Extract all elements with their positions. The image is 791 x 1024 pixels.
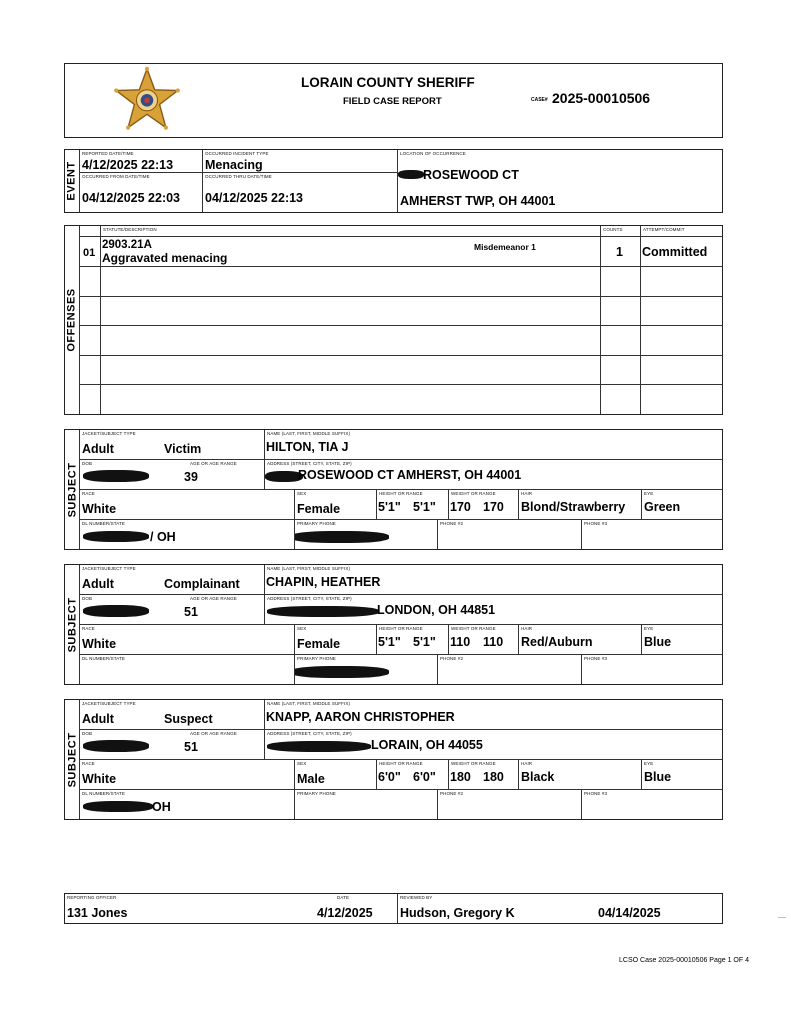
reviewed-by-cell: REVIEWED BY Hudson, Gregory K 04/14/2025	[400, 895, 661, 920]
occurred-thru: 04/12/2025 22:13	[205, 191, 304, 205]
offense-row-num: 01	[83, 247, 96, 259]
offense-empty-row	[80, 297, 101, 326]
offense-empty-row	[601, 385, 641, 414]
subject-dl-state: OH	[152, 800, 171, 814]
subject-name: HILTON, TIA J	[266, 440, 349, 454]
subject-height-high: 5'1"	[413, 635, 436, 649]
hair-cell: HAIR Black	[519, 760, 642, 790]
subject-race: White	[82, 637, 117, 651]
subject-type: Complainant	[164, 577, 240, 591]
subject-section-2	[64, 564, 723, 685]
event-section	[64, 149, 723, 213]
offense-statute-cell	[101, 237, 601, 267]
eye-cell: EYE Blue	[642, 625, 722, 655]
subject-side-label: SUBJECT	[65, 565, 80, 684]
offense-empty-row	[101, 297, 601, 326]
subject-age: 51	[184, 740, 198, 754]
sex-cell: SEX Female	[295, 490, 377, 520]
subject-race: White	[82, 772, 117, 786]
subject-name: KNAPP, AARON CHRISTOPHER	[266, 710, 455, 724]
redaction-mark	[295, 666, 389, 678]
dl-cell: DL NUMBER/STATE	[80, 655, 295, 684]
subject-weight-high: 170	[483, 500, 504, 514]
phone3-cell: PHONE #3	[584, 791, 608, 796]
form-name: FIELD CASE REPORT	[343, 96, 442, 107]
offense-empty-row	[80, 326, 101, 356]
weight-cell: WEIGHT OR RANGE 180 180	[449, 760, 519, 790]
event-side-label: EVENT	[65, 150, 80, 212]
subject-type: Victim	[164, 442, 202, 456]
offense-empty-row	[641, 356, 722, 385]
redaction-mark	[267, 606, 379, 617]
height-cell: HEIGHT OR RANGE 6'0" 6'0"	[377, 760, 449, 790]
incident-type: Menacing	[205, 158, 263, 172]
phone2-cell: PHONE #2	[438, 790, 582, 819]
reporting-officer: 131 Jones	[67, 906, 128, 920]
primary-phone-cell: PRIMARY PHONE	[295, 655, 438, 684]
subject-weight-low: 110	[450, 635, 471, 649]
subject-address: LORAIN, OH 44055	[371, 738, 483, 752]
subject-jacket: Adult	[82, 577, 114, 591]
dl-cell: DL NUMBER/STATE OH	[80, 790, 295, 819]
offense-row-num-cell	[80, 237, 101, 267]
subject-hair: Black	[521, 770, 555, 784]
review-date: 04/14/2025	[598, 906, 661, 920]
reported-datetime: 4/12/2025 22:13	[82, 158, 174, 172]
occurred-thru-cell: OCCURRED THRU DATE/TIME 04/12/2025 22:13	[203, 173, 398, 212]
hair-cell: HAIR Red/Auburn	[519, 625, 642, 655]
phone3-cell: PHONE #3	[584, 521, 608, 526]
subject-name-cell: NAME (LAST, FIRST, MIDDLE SUFFIX) KNAPP, AARON CHRISTOPHER	[265, 700, 722, 730]
subject-height-high: 5'1"	[413, 500, 436, 514]
subject-address: ROSEWOOD CT AMHERST, OH 44001	[298, 468, 522, 482]
redaction-mark	[83, 801, 153, 812]
redaction-mark	[295, 531, 389, 543]
offense-empty-row	[101, 267, 601, 297]
jacket-type-cell: JACKET/SUBJECT TYPE Adult Suspect	[80, 700, 265, 730]
offense-empty-row	[641, 297, 722, 326]
subject-address: LONDON, OH 44851	[377, 603, 496, 617]
attempt-header: ATTEMPT/COMMIT	[641, 226, 722, 237]
incident-type-cell: OCCURRED INCIDENT TYPE Menacing	[203, 150, 398, 173]
primary-phone-cell: PRIMARY PHONE	[295, 790, 438, 819]
offense-counts-cell	[601, 237, 641, 267]
redaction-mark	[398, 170, 424, 179]
subject-eye: Blue	[644, 635, 672, 649]
offense-empty-row	[80, 267, 101, 297]
race-cell: RACE White	[80, 760, 295, 790]
eye-cell: EYE Blue	[642, 760, 722, 790]
offenses-side-label: OFFENSES	[65, 226, 80, 414]
report-header	[64, 63, 723, 138]
subject-dl-state: / OH	[150, 530, 176, 544]
subject-name-cell: NAME (LAST, FIRST, MIDDLE SUFFIX) CHAPIN, HEATHER	[265, 565, 722, 595]
subject-section-1	[64, 429, 723, 550]
dob-cell: DOB AGE OR AGE RANGE 51	[80, 595, 265, 625]
location-cell: LOCATION OF OCCURRENCE ROSEWOOD CT AMHERST TWP, OH 44001	[400, 151, 556, 208]
occurred-from: 04/12/2025 22:03	[82, 191, 181, 205]
subject-age: 51	[184, 605, 198, 619]
race-cell: RACE White	[80, 625, 295, 655]
sheriff-star-badge-icon	[111, 66, 183, 136]
phone2-cell: PHONE #2	[438, 655, 582, 684]
scan-mark	[778, 917, 786, 918]
agency-title: LORAIN COUNTY SHERIFF	[301, 75, 475, 90]
subject-hair: Blond/Strawberry	[521, 500, 626, 514]
statute-header: STATUTE/DESCRIPTION	[101, 226, 601, 237]
phone2-cell: PHONE #2	[438, 520, 582, 549]
hair-cell: HAIR Blond/Strawberry	[519, 490, 642, 520]
counts-header: COUNTS	[601, 226, 641, 237]
subject-jacket: Adult	[82, 712, 114, 726]
reviewed-by: Hudson, Gregory K	[400, 906, 515, 920]
dob-cell: DOB AGE OR AGE RANGE 39	[80, 460, 265, 490]
address-cell: ADDRESS (STREET, CITY, STATE, ZIP) LORAIN, OH 44055	[265, 730, 722, 760]
page-footer: LCSO Case 2025-00010506 Page 1 OF 4	[619, 957, 749, 964]
offense-empty-row	[101, 356, 601, 385]
subject-weight-low: 170	[450, 500, 471, 514]
redaction-mark	[267, 741, 371, 752]
report-date: 4/12/2025	[317, 906, 373, 920]
subject-height-low: 5'1"	[378, 635, 401, 649]
offenses-section	[64, 225, 723, 415]
sex-cell: SEX Female	[295, 625, 377, 655]
offense-attempt-cell	[641, 237, 722, 267]
offense-description: Aggravated menacing	[102, 251, 228, 265]
address-cell: ADDRESS (STREET, CITY, STATE, ZIP) ROSEWOOD CT AMHERST, OH 44001	[265, 460, 722, 490]
subject-sex: Male	[297, 772, 325, 786]
redaction-mark	[83, 531, 149, 542]
subject-hair: Red/Auburn	[521, 635, 593, 649]
case-label: CASE#	[531, 97, 548, 103]
subject-weight-high: 110	[483, 635, 504, 649]
subject-side-label: SUBJECT	[65, 430, 80, 549]
subject-name-cell: NAME (LAST, FIRST, MIDDLE SUFFIX) HILTON, TIA J	[265, 430, 722, 460]
subject-eye: Blue	[644, 770, 672, 784]
occurred-from-cell: OCCURRED FROM DATE/TIME 04/12/2025 22:03	[80, 173, 203, 212]
location-line1: ROSEWOOD CT	[423, 168, 519, 182]
offense-empty-row	[80, 356, 101, 385]
subject-weight-high: 180	[483, 770, 504, 784]
subject-height-low: 6'0"	[378, 770, 401, 784]
primary-phone-cell: PRIMARY PHONE	[295, 520, 438, 549]
offense-empty-row	[641, 385, 722, 414]
subject-type: Suspect	[164, 712, 213, 726]
phone3-cell: PHONE #3	[584, 656, 608, 661]
case-number: 2025-00010506	[552, 90, 651, 106]
subject-height-low: 5'1"	[378, 500, 401, 514]
height-cell: HEIGHT OR RANGE 5'1" 5'1"	[377, 625, 449, 655]
offense-degree: Misdemeanor 1	[474, 242, 536, 252]
subject-jacket: Adult	[82, 442, 114, 456]
offense-empty-row	[641, 267, 722, 297]
subject-name: CHAPIN, HEATHER	[266, 575, 381, 589]
offense-empty-row	[601, 356, 641, 385]
subject-height-high: 6'0"	[413, 770, 436, 784]
race-cell: RACE White	[80, 490, 295, 520]
subject-sex: Female	[297, 502, 341, 516]
offense-empty-row	[101, 385, 601, 414]
offense-statute: 2903.21A	[102, 239, 152, 251]
offense-attempt: Committed	[642, 245, 708, 259]
subject-side-label: SUBJECT	[65, 700, 80, 819]
address-cell: ADDRESS (STREET, CITY, STATE, ZIP) LONDON, OH 44851	[265, 595, 722, 625]
redaction-mark	[83, 740, 149, 752]
location-line2: AMHERST TWP, OH 44001	[400, 194, 556, 208]
weight-cell: WEIGHT OR RANGE 170 170	[449, 490, 519, 520]
subject-age: 39	[184, 470, 198, 484]
redaction-mark	[83, 470, 149, 482]
jacket-type-cell: JACKET/SUBJECT TYPE Adult Complainant	[80, 565, 265, 595]
offense-num-header	[80, 226, 101, 237]
subject-sex: Female	[297, 637, 341, 651]
reported-datetime-cell: REPORTED DATE/TIME 4/12/2025 22:13	[80, 150, 203, 173]
dl-cell: DL NUMBER/STATE / OH	[80, 520, 295, 549]
sex-cell: SEX Male	[295, 760, 377, 790]
subject-eye: Green	[644, 500, 681, 514]
dob-cell: DOB AGE OR AGE RANGE 51	[80, 730, 265, 760]
offense-counts: 1	[616, 245, 623, 259]
reporting-officer-cell: REPORTING OFFICER DATE 131 Jones 4/12/2025	[65, 894, 398, 923]
weight-cell: WEIGHT OR RANGE 110 110	[449, 625, 519, 655]
redaction-mark	[83, 605, 149, 617]
officer-section	[64, 893, 723, 924]
jacket-type-cell: JACKET/SUBJECT TYPE Adult Victim	[80, 430, 265, 460]
eye-cell: EYE Green	[642, 490, 722, 520]
offense-empty-row	[601, 326, 641, 356]
height-cell: HEIGHT OR RANGE 5'1" 5'1"	[377, 490, 449, 520]
subject-race: White	[82, 502, 117, 516]
offense-empty-row	[641, 326, 722, 356]
subject-weight-low: 180	[450, 770, 471, 784]
offense-empty-row	[601, 297, 641, 326]
offense-empty-row	[601, 267, 641, 297]
subject-section-3	[64, 699, 723, 820]
offense-empty-row	[101, 326, 601, 356]
offense-empty-row	[80, 385, 101, 414]
